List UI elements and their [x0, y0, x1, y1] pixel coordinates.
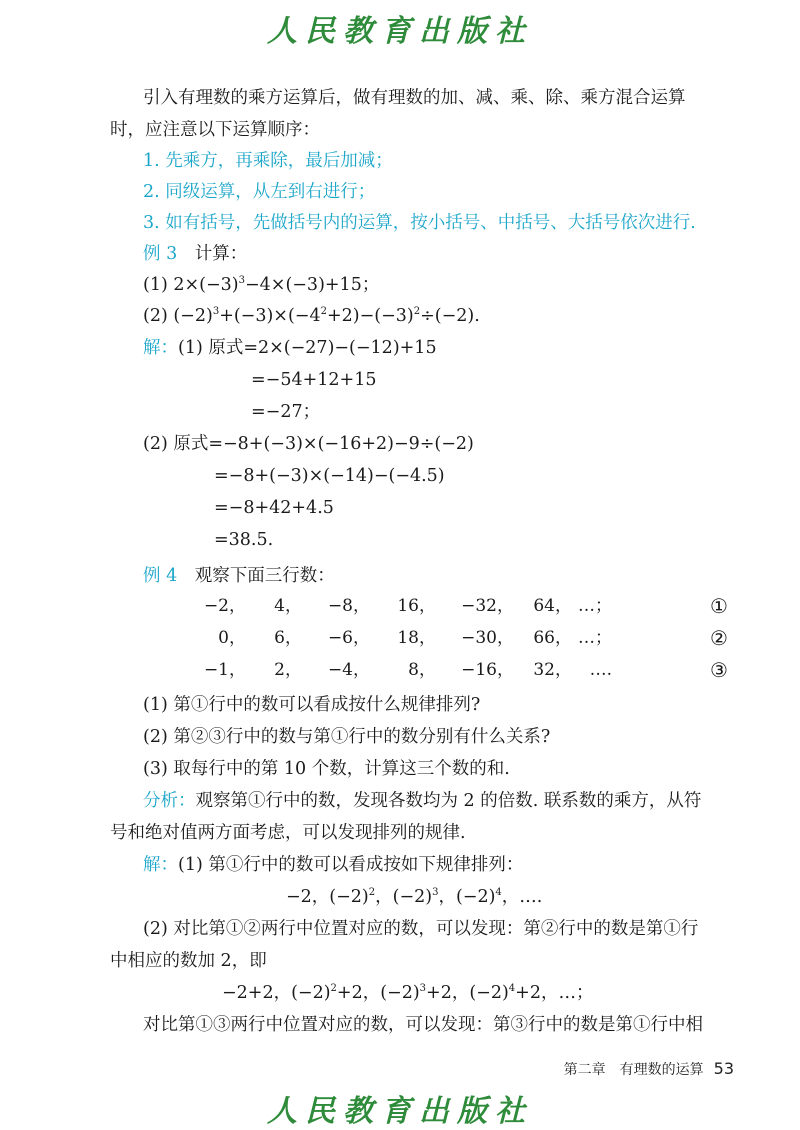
example-4-title: 观察下面三行数： — [194, 566, 335, 586]
q2-part: +2)−(−3) — [326, 306, 414, 326]
analysis-line-1 — [143, 789, 701, 813]
solution-step: =−27； — [251, 402, 321, 422]
seq-exponent: 2 — [368, 887, 376, 899]
seq-value: 18， — [397, 628, 436, 648]
seq-exponent: 3 — [432, 887, 439, 899]
row-marker: ② — [710, 626, 728, 650]
seq-value: …. — [589, 660, 612, 680]
solution-step: (2) 原式=−8+(−3)×(−16+2)−9÷(−2) — [143, 434, 474, 454]
seq-value: 32， — [533, 660, 572, 680]
q1-part: (1) 2×(−3) — [143, 275, 239, 295]
seq-value: 4， — [274, 596, 302, 616]
seq-value: 66， — [533, 628, 572, 648]
seq-value: 8， — [408, 660, 436, 680]
example-3-title: 计算： — [194, 244, 248, 264]
example-3-question-2 — [143, 304, 480, 328]
solution-label: 解： — [143, 338, 178, 358]
q1-exponent: 3 — [238, 275, 245, 287]
example-3-heading — [143, 242, 247, 266]
seq-value: 6， — [274, 628, 302, 648]
intro-line-1: 引入有理数的乘方运算后，做有理数的加、减、乘、除、乘方混合运算 — [143, 88, 686, 108]
seq-value: 2， — [274, 660, 302, 680]
example-4-label: 例 4 — [143, 566, 178, 586]
publisher-banner-bottom: 人民教育出版社 — [267, 1094, 533, 1129]
example-4-question-3: (3) 取每行中的第 10 个数，计算这三个数的和. — [143, 759, 510, 779]
q2-exponent: 2 — [320, 306, 327, 318]
seq-part: −2，(−2) — [286, 887, 369, 907]
seq-part: +2，(−2) — [426, 983, 509, 1003]
rule-3: 3. 如有括号，先做括号内的运算，按小括号、中括号、大括号依次进行. — [143, 213, 696, 233]
seq-part: +2，(−2) — [336, 983, 420, 1003]
chapter-title: 第二章 有理数的运算 — [563, 1062, 704, 1078]
seq-value: 16， — [397, 596, 436, 616]
seq-exponent: 4 — [495, 887, 502, 899]
plus-two-sequence — [222, 981, 593, 1005]
q1-part: −4×(−3)+15； — [244, 275, 380, 295]
row-marker: ③ — [710, 658, 728, 682]
example-4-solution-3: 对比第①③两行中位置对应的数，可以发现：第③行中的数是第①行中相 — [143, 1015, 703, 1035]
solution-step: =−8+(−3)×(−14)−(−4.5) — [214, 466, 445, 486]
rule-2: 2. 同级运算，从左到右进行； — [143, 182, 376, 202]
seq-value: −16， — [461, 660, 514, 680]
solution-step: =38.5. — [214, 530, 274, 550]
seq-value: −32， — [461, 596, 514, 616]
seq-value: −8， — [327, 596, 370, 616]
analysis-label: 分析： — [143, 791, 196, 811]
seq-part: +2，…； — [515, 983, 594, 1003]
example-3-solution-1 — [143, 336, 437, 360]
intro-line-2: 时，应注意以下运算顺序： — [110, 120, 320, 140]
q2-part: +(−3)×(−4 — [219, 306, 321, 326]
example-4-solution-2-line-1: (2) 对比第①②两行中位置对应的数，可以发现：第②行中的数是第①行 — [143, 919, 699, 939]
example-4-heading — [143, 564, 335, 588]
seq-part: ，(−2) — [438, 887, 496, 907]
page-footer — [564, 1059, 734, 1079]
solution-step: (1) 原式=2×(−27)−(−12)+15 — [178, 338, 437, 358]
example-3-label: 例 3 — [143, 244, 178, 264]
seq-value: −1， — [203, 660, 246, 680]
seq-exponent: 4 — [508, 983, 516, 995]
seq-part: ，(−2) — [375, 887, 433, 907]
q2-exponent: 3 — [212, 306, 220, 318]
seq-part: −2+2，(−2) — [222, 983, 331, 1003]
example-4-solution-2-line-2: 中相应的数加 2，即 — [110, 951, 267, 971]
solution-step: =−54+12+15 — [251, 370, 377, 390]
seq-value: …； — [578, 628, 612, 648]
rule-1: 1. 先乘方，再乘除，最后加减； — [143, 151, 393, 171]
seq-value: …； — [578, 596, 612, 616]
seq-exponent: 3 — [419, 983, 427, 995]
q2-exponent: 2 — [413, 306, 421, 318]
seq-value: 0， — [218, 628, 246, 648]
seq-value: −6， — [327, 628, 370, 648]
example-4-solution-1 — [143, 853, 523, 877]
row-marker: ① — [710, 594, 728, 618]
q2-part: ÷(−2). — [420, 306, 480, 326]
example-4-question-1: (1) 第①行中的数可以看成按什么规律排列? — [143, 695, 481, 715]
analysis-line-2: 号和绝对值两方面考虑，可以发现排列的规律. — [110, 823, 466, 843]
publisher-banner-top: 人民教育出版社 — [267, 14, 533, 49]
seq-value: −2， — [203, 596, 246, 616]
solution-text: (1) 第①行中的数可以看成按如下规律排列： — [178, 855, 524, 875]
example-4-question-2: (2) 第②③行中的数与第①行中的数分别有什么关系? — [143, 727, 551, 747]
seq-value: −4， — [327, 660, 370, 680]
page-number: 53 — [713, 1059, 734, 1078]
seq-value: 64， — [533, 596, 572, 616]
power-sequence — [286, 885, 542, 909]
seq-value: −30， — [461, 628, 514, 648]
q2-part: (2) (−2) — [143, 306, 213, 326]
example-3-question-1 — [143, 273, 379, 297]
solution-step: =−8+42+4.5 — [214, 498, 334, 518]
seq-part: ，…. — [501, 887, 543, 907]
seq-exponent: 2 — [330, 983, 337, 995]
solution-label: 解： — [143, 855, 178, 875]
analysis-text: 观察第①行中的数，发现各数均为 2 的倍数. 联系数的乘方，从符 — [195, 791, 702, 811]
